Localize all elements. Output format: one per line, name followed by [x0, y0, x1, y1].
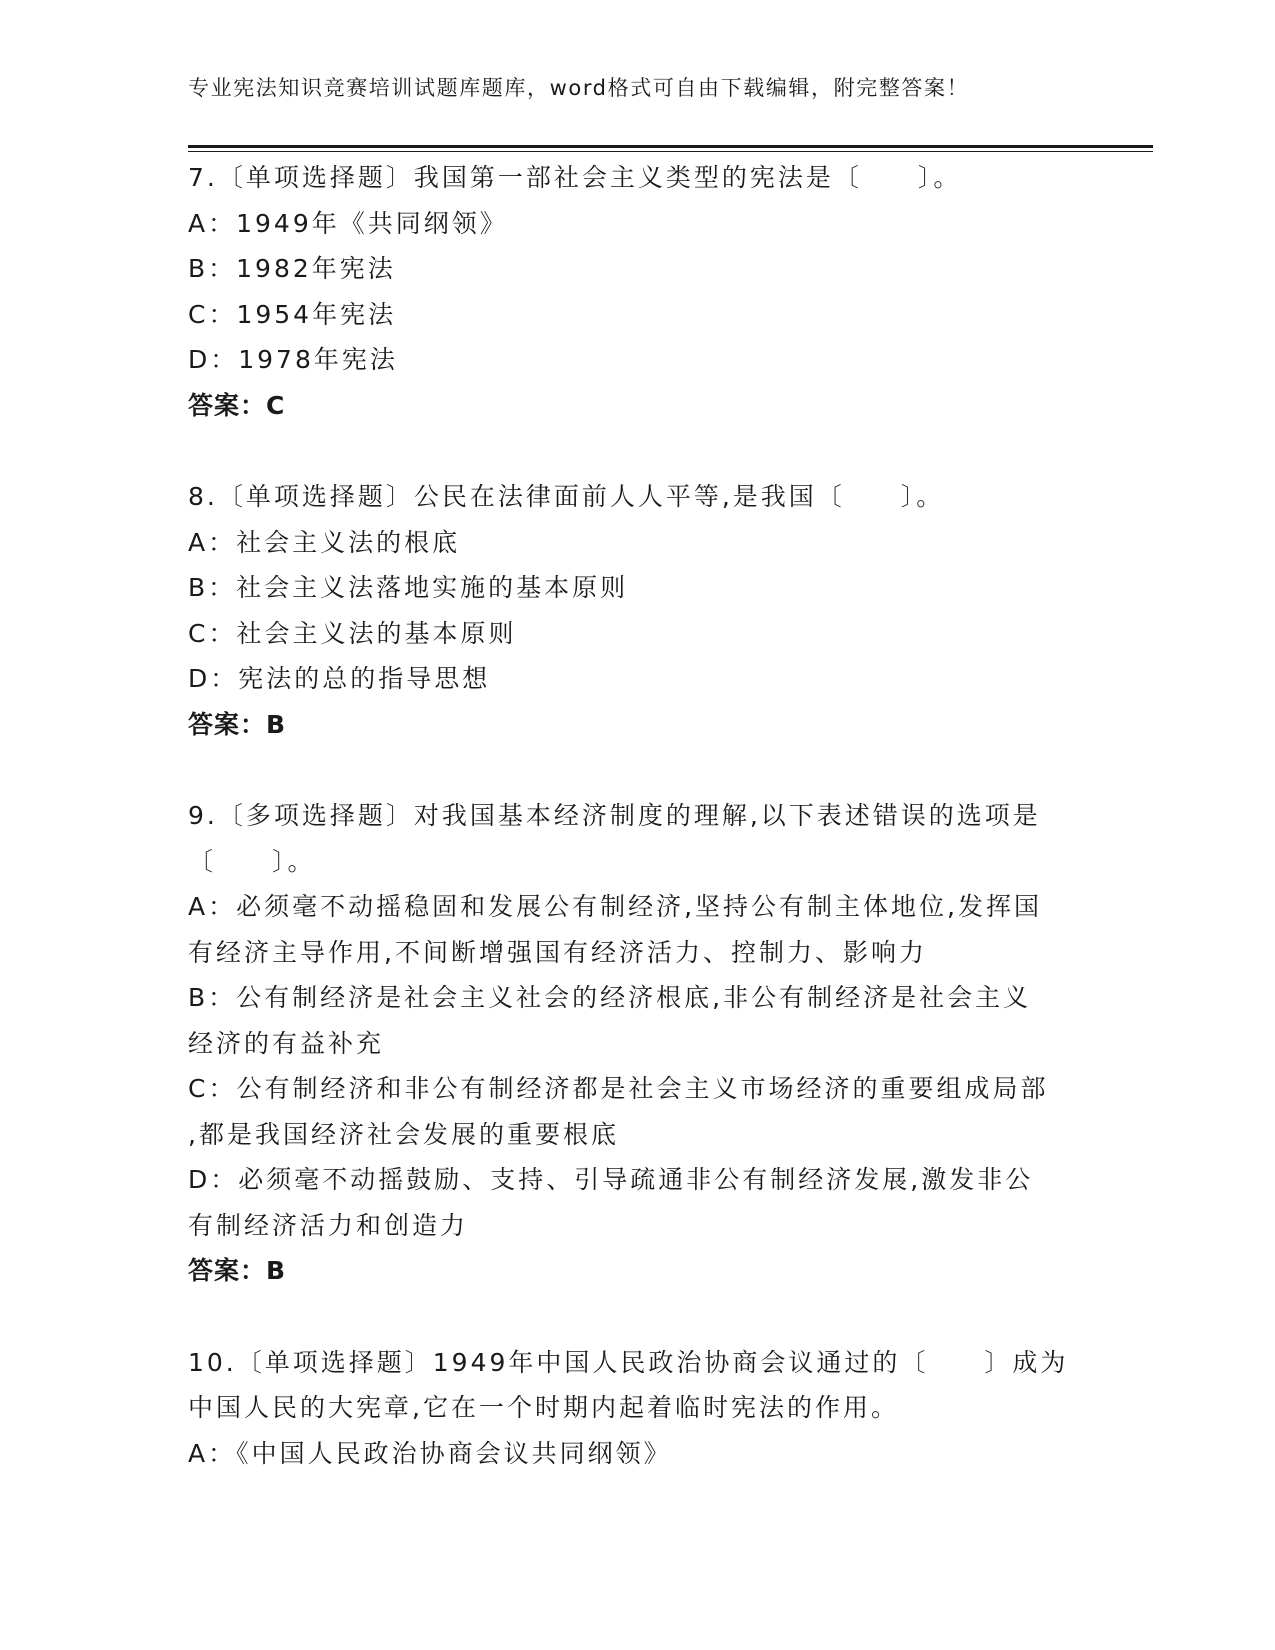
answer-label: 答案：B [188, 709, 287, 739]
question-7 [188, 155, 1088, 428]
option-c-continued: ,都是我国经济社会发展的重要根底 [188, 1119, 619, 1149]
option-c: C：1954年宪法 [188, 299, 397, 329]
question-stem: 8.〔单项选择题〕公民在法律面前人人平等,是我国〔 〕。 [188, 482, 945, 511]
option-d: D：1978年宪法 [188, 345, 398, 374]
option-c: C：社会主义法的基本原则 [188, 618, 517, 648]
option-c: C：公有制经济和非公有制经济都是社会主义市场经济的重要组成局部 [188, 1074, 1049, 1103]
question-spacer [188, 428, 1088, 474]
option-d: D：宪法的总的指导思想 [188, 664, 491, 693]
option-a: A：1949年《共同纲领》 [188, 208, 508, 238]
answer-label: 答案：C [188, 390, 286, 420]
option-b: B：社会主义法落地实施的基本原则 [188, 573, 629, 602]
question-stem: 10.〔单项选择题〕1949年中国人民政治协商会议通过的〔 〕成为 [188, 1347, 1069, 1377]
option-a-continued: 有经济主导作用,不间断增强国有经济活力、控制力、影响力 [188, 937, 927, 967]
option-b: B：公有制经济是社会主义社会的经济根底,非公有制经济是社会主义 [188, 983, 1032, 1012]
question-stem-continued: 中国人民的大宪章,它在一个时期内起着临时宪法的作用。 [188, 1393, 899, 1422]
question-list [188, 155, 1088, 1476]
question-stem: 7.〔单项选择题〕我国第一部社会主义类型的宪法是〔 〕。 [188, 163, 962, 192]
question-stem: 9.〔多项选择题〕对我国基本经济制度的理解,以下表述错误的选项是 [188, 801, 1041, 830]
page-header: 专业宪法知识竞赛培训试题库题库，word格式可自由下载编辑，附完整答案！ [188, 76, 970, 100]
header-divider [188, 145, 1153, 152]
question-10 [188, 1340, 1088, 1477]
option-b-continued: 经济的有益补充 [188, 1028, 385, 1058]
question-spacer [188, 1294, 1088, 1340]
answer-label: 答案：B [188, 1256, 287, 1285]
question-9 [188, 793, 1088, 1294]
option-a: A：社会主义法的根底 [188, 527, 461, 557]
question-8 [188, 474, 1088, 747]
option-b: B：1982年宪法 [188, 254, 396, 283]
option-d: D：必须毫不动摇鼓励、支持、引导疏通非公有制经济发展,激发非公 [188, 1165, 1034, 1194]
option-a: A：《中国人民政治协商会议共同纲领》 [188, 1438, 672, 1468]
option-a: A：必须毫不动摇稳固和发展公有制经济,坚持公有制主体地位,发挥国 [188, 892, 1042, 921]
option-d-continued: 有制经济活力和创造力 [188, 1210, 469, 1240]
question-spacer [188, 747, 1088, 793]
question-stem-continued: 〔 〕。 [188, 846, 316, 876]
